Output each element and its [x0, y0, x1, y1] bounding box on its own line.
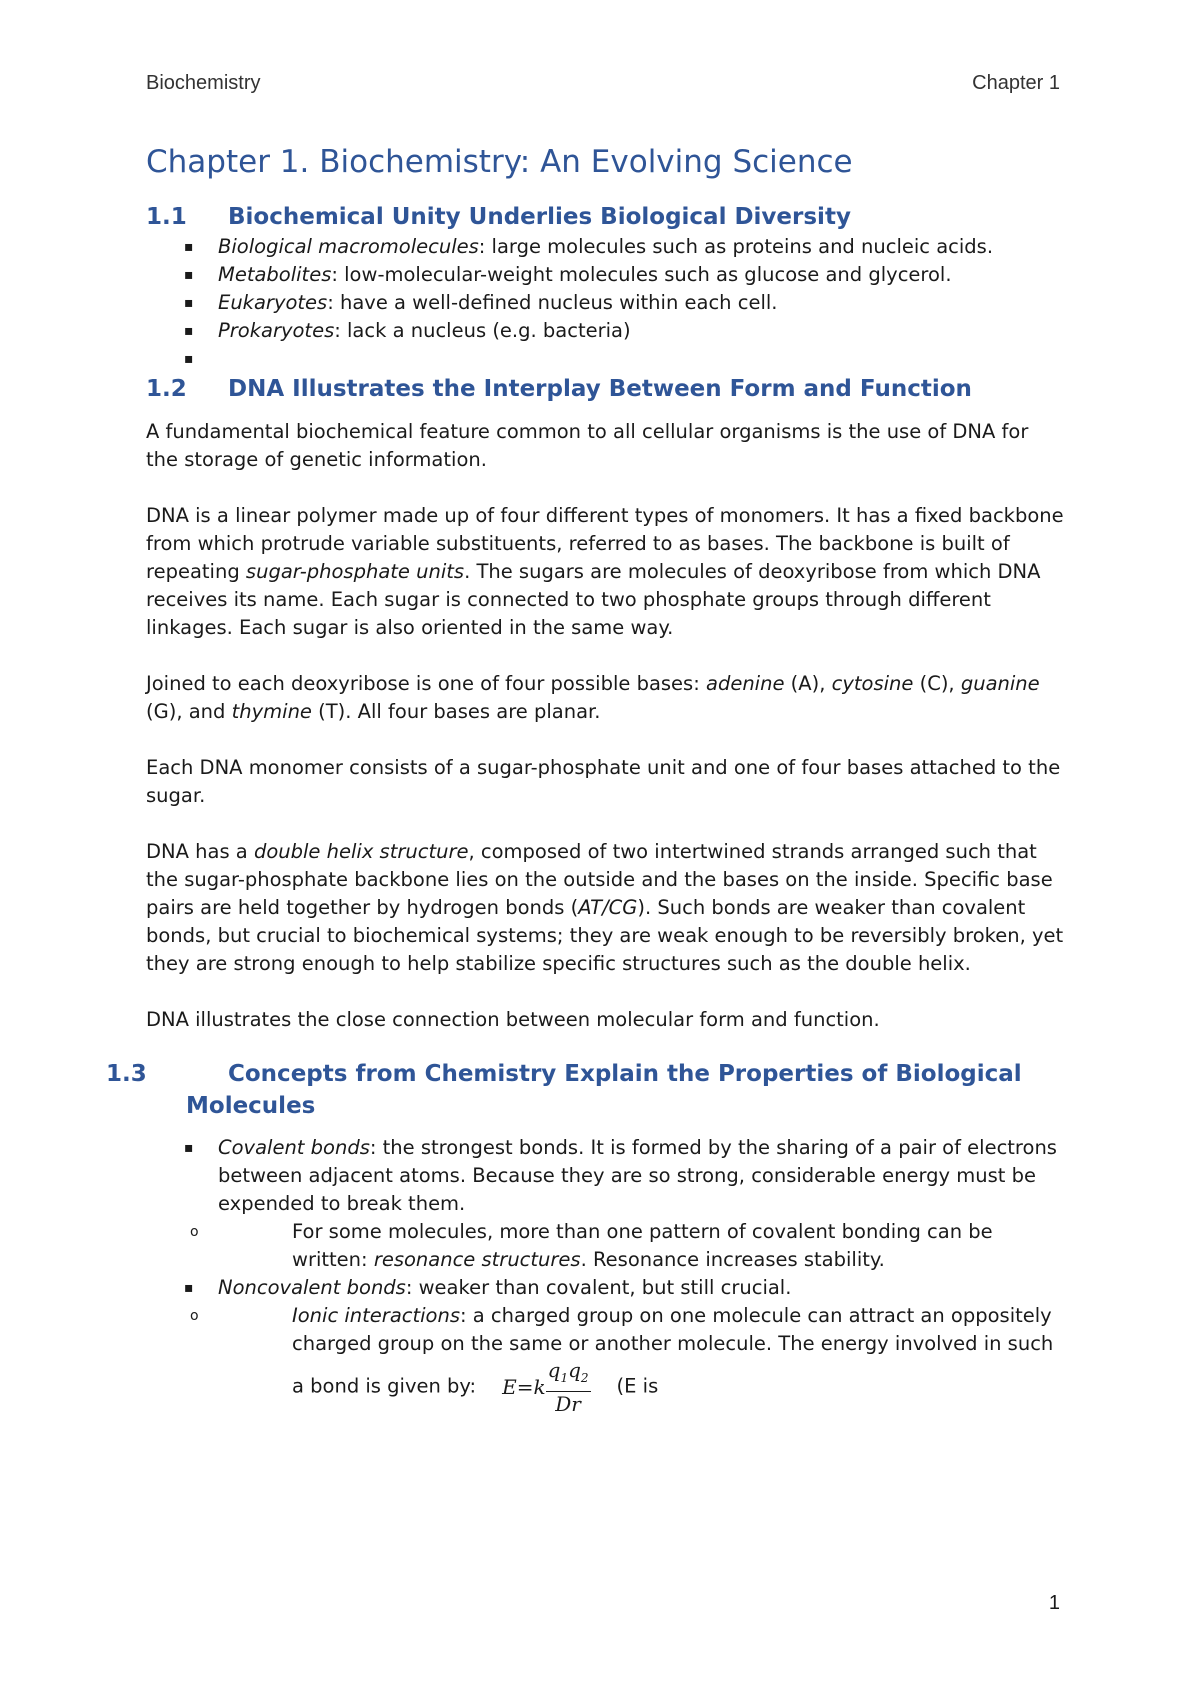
formula-lhs: E=k: [502, 1374, 546, 1399]
paragraph: [146, 502, 1066, 642]
term: Metabolites: [218, 263, 332, 287]
term: Noncovalent bonds: [218, 1275, 406, 1299]
definition-list: [146, 233, 1066, 373]
definition: : a charged group on one molecule can attract an oppositely charged group on the same or another molecule. The energy involved in such a bond is given by:: [292, 1303, 1054, 1398]
paragraph: Each DNA monomer consists of a sugar-phosphate unit and one of four bases attached to the sugar.: [146, 755, 1061, 807]
emphasis: AT/CG: [578, 895, 638, 919]
definition: : low-molecular-weight molecules such as glucose and glycerol.: [331, 263, 952, 287]
header-left: Biochemistry: [146, 72, 261, 94]
bond-list: [146, 1134, 1066, 1416]
definition: : the strongest bonds. It is formed by the sharing of a pair of electrons between adjacent atoms. Because they are so strong, considerable energy must be expended to break them.: [218, 1135, 1057, 1215]
term: Covalent bonds: [218, 1135, 370, 1159]
text-run: . Resonance increases stability.: [580, 1247, 885, 1271]
paragraph: [146, 670, 1066, 726]
list-item: [146, 289, 1066, 317]
term: Prokaryotes: [218, 319, 335, 343]
paragraph: DNA illustrates the close connection between molecular form and function.: [146, 1007, 880, 1031]
text-run: DNA has a: [146, 839, 254, 863]
page-content: [106, 144, 1066, 1416]
term: Biological macromolecules: [218, 235, 479, 259]
text-run: DNA is a linear polymer made up of four different types of monomers. It has a fixed backbone from which protrude variable substituents, referred to as bases. The backbone is built of repeating: [146, 503, 1064, 583]
paragraph: [146, 838, 1066, 978]
text-run: ). Such bonds are weaker than covalent bonds, but crucial to biochemical systems; they are weak enough to be reversibly broken, yet they are strong enough to help stabilize specific structures such as the double helix.: [146, 895, 1064, 975]
text-run: . The sugars are molecules of deoxyribose from which DNA receives its name. Each sugar is connected to two phosphate groups through different linkages. Each sugar is also oriented in the same way.: [146, 559, 1041, 639]
sub-list-item: [146, 1218, 1066, 1274]
formula-subscript: 2: [580, 1370, 589, 1385]
page-number: 1: [1048, 1592, 1060, 1614]
section-title: Biochemical Unity Underlies Biological Diversity: [228, 204, 851, 231]
formula-subscript: 1: [560, 1370, 569, 1385]
emphasis: guanine: [960, 671, 1040, 695]
section-heading-1-1: [146, 201, 1066, 233]
formula-numerator: [546, 1358, 591, 1392]
sub-list: [146, 1218, 1066, 1274]
chapter-title: Chapter 1. Biochemistry: An Evolving Science: [146, 144, 853, 180]
energy-formula: [502, 1358, 590, 1416]
text-run: (G), and: [146, 699, 232, 723]
sub-list-item: [146, 1302, 1066, 1416]
term: Eukaryotes: [218, 291, 328, 315]
section-number: 1.3: [106, 1060, 147, 1087]
text-run: (A),: [784, 671, 832, 695]
sub-list: [146, 1302, 1066, 1416]
emphasis: resonance structures: [373, 1247, 581, 1271]
header-right: Chapter 1: [972, 72, 1060, 94]
section-number: 1.1: [146, 204, 187, 231]
formula-q: q: [547, 1357, 561, 1382]
empty-list-item: [146, 345, 1066, 373]
definition: : weaker than covalent, but still crucial.: [405, 1275, 792, 1299]
list-item: [146, 1134, 1066, 1274]
section-heading-1-3: [106, 1058, 1066, 1122]
emphasis: thymine: [231, 699, 312, 723]
list-item: [146, 317, 1066, 345]
definition: : have a well-defined nucleus within each cell.: [327, 291, 778, 315]
list-item: [146, 1274, 1066, 1416]
text-run: (T). All four bases are planar.: [311, 699, 601, 723]
term: Ionic interactions: [292, 1303, 460, 1327]
emphasis: cytosine: [831, 671, 914, 695]
text-run: For some molecules, more than one pattern of covalent bonding can be written:: [292, 1219, 993, 1271]
formula-denominator: Dr: [555, 1391, 581, 1416]
definition: : large molecules such as proteins and nucleic acids.: [478, 235, 994, 259]
paragraph: A fundamental biochemical feature common to all cellular organisms is the use of DNA for the storage of genetic information.: [146, 419, 1029, 471]
section-title: Concepts from Chemistry Explain the Properties of Biological Molecules: [186, 1060, 1022, 1119]
text-run: (E is: [616, 1374, 659, 1398]
definition: : lack a nucleus (e.g. bacteria): [334, 319, 631, 343]
list-item: [146, 233, 1066, 261]
emphasis: adenine: [706, 671, 785, 695]
text-run: (C),: [913, 671, 961, 695]
formula-q: q: [568, 1357, 581, 1382]
emphasis: double helix structure: [253, 839, 469, 863]
emphasis: sugar-phosphate units: [245, 559, 465, 583]
section-number: 1.2: [146, 376, 187, 403]
section-heading-1-2: [146, 373, 1066, 405]
text-run: , composed of two intertwined strands arranged such that the sugar-phosphate backbone lies on the outside and the bases on the inside. Specific base pairs are held together by hydrogen bonds (: [146, 839, 1053, 919]
section-title: DNA Illustrates the Interplay Between Form and Function: [228, 376, 972, 403]
list-item: [146, 261, 1066, 289]
text-run: Joined to each deoxyribose is one of four possible bases:: [146, 671, 706, 695]
running-header: [146, 72, 1060, 96]
formula-fraction: [546, 1358, 591, 1416]
